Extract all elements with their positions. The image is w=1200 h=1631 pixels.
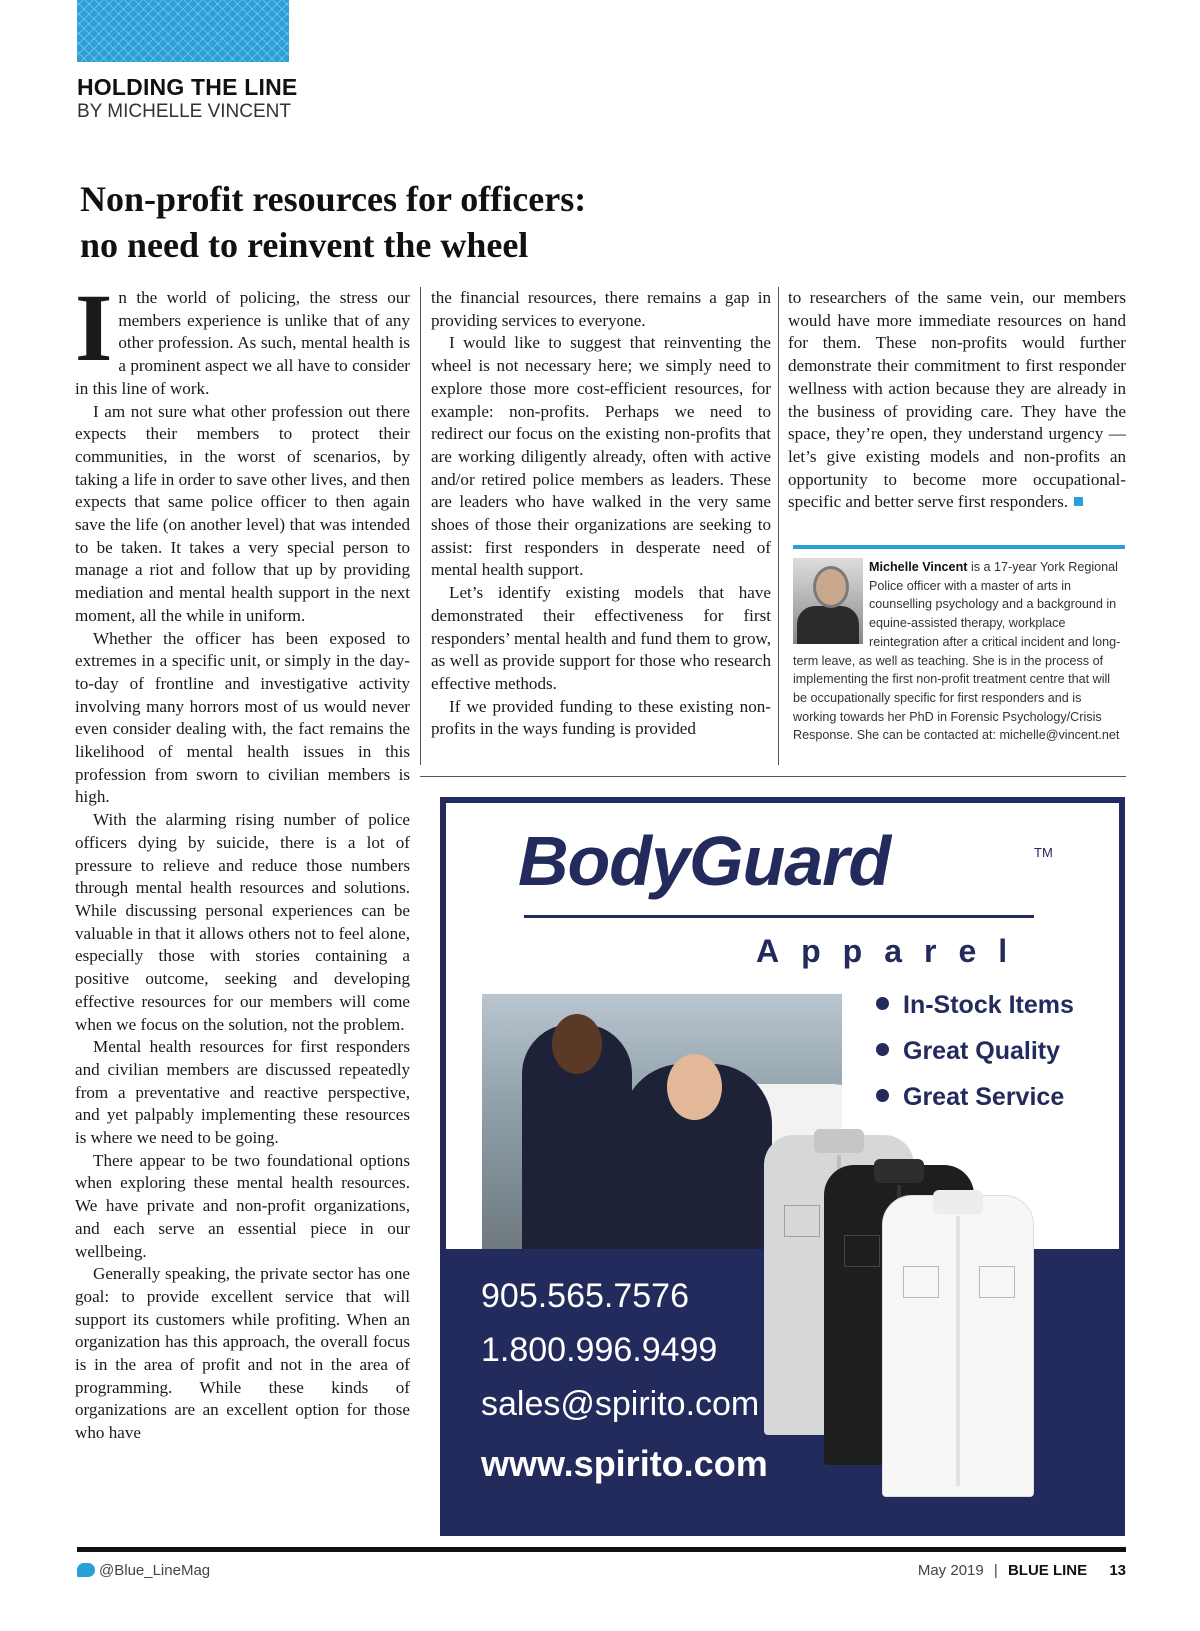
end-mark-icon (1074, 497, 1083, 506)
footer-rule (77, 1547, 1126, 1552)
paragraph: Let’s identify existing models that have demonstrated their effectiveness for first responders’ mental health and fund them to grow, as well as provide support for those who research effective methods. (431, 583, 771, 693)
bullet-icon (876, 1043, 889, 1056)
ad-feature-list (876, 991, 1074, 1129)
magazine-name: BLUE LINE (1007, 1562, 1088, 1579)
author-bio (793, 558, 1127, 745)
bodyguard-advertisement[interactable] (440, 797, 1125, 1536)
email-link[interactable]: sales@spirito.com (481, 1385, 760, 1423)
ad-brand-logo: BodyGuard (518, 822, 891, 900)
column-divider (420, 287, 421, 765)
paragraph: the financial resources, there remains a gap in providing services to everyone. (431, 288, 771, 330)
paragraph: to researchers of the same vein, our members would have more immediate resources on hand for them. These non-profits would further demonstrate their commitment to first responder wellness with action because they are already in the business of providing care. They have the space, they’re open, they understand urgency — let’s give existing models and non-profits an opportunity to become more occupational-specific and better serve first responders. (788, 288, 1126, 512)
white-shirt-image (882, 1195, 1034, 1497)
article-column-1 (75, 274, 410, 1445)
paragraph: With the alarming rising number of police officers dying by suicide, there is a lot of pressure to relieve and reduce those numbers through mental health resources and solutions. While discussing personal experiences can be valuable in that it allows others not to feel alone, especially those with stories containing a positive outcome, seeking and developing effective resources for our members will come when we focus on the solution, not the problem. (75, 810, 410, 1034)
section-title: HOLDING THE LINE (77, 74, 298, 100)
article-headline (80, 176, 840, 268)
author-bio-text: is a 17-year York Regional Police officer with a master of arts in counselling psychology and a background in equine-assisted therapy, workplace reintegration after a critical incident and long-term leave, as well as teaching. She is in the process of implementing the first non-profit treatment centre that will be occupationally specific for first responders and is working towards her PhD in Forensic Psychology/Crisis Response. She can be contacted at: michelle@vincent.net (793, 560, 1121, 743)
twitter-icon (77, 1563, 95, 1577)
website-link[interactable]: www.spirito.com (481, 1443, 768, 1484)
toll-free-number[interactable]: 1.800.996.9499 (481, 1331, 718, 1369)
page-number: 13 (1109, 1562, 1126, 1579)
phone-number[interactable]: 905.565.7576 (481, 1277, 689, 1315)
article-column-3 (788, 287, 1126, 514)
paragraph: Whether the officer has been exposed to extremes in a specific unit, or simply in the day-to-day of frontline and investigative activity involving many horrors most of us would never even consider dealing with, the fact remains the likelihood of mental health issues in this profession from sworn to civilian members is high. (75, 628, 410, 807)
folio-separator: | (993, 1562, 998, 1579)
article-column-2 (431, 287, 771, 741)
footer-folio (918, 1562, 1126, 1579)
ad-divider (420, 776, 1126, 777)
twitter-handle[interactable]: @Blue_LineMag (99, 1562, 211, 1579)
section-color-block (77, 0, 289, 62)
bullet-icon (876, 997, 889, 1010)
bullet-icon (876, 1089, 889, 1102)
ad-subtitle: Apparel (756, 933, 1030, 969)
headline-line-1: Non-profit resources for officers: (80, 179, 587, 219)
author-name: Michelle Vincent (869, 560, 968, 574)
feature-item: Great Quality (876, 1037, 1074, 1066)
footer-twitter[interactable] (77, 1562, 210, 1579)
bio-divider (793, 545, 1125, 549)
paragraph: I would like to suggest that reinventing the wheel is not necessary here; we simply need to explore those more cost-efficient resources, for example: non-profits. Perhaps we need to redirect our focus on the existing non-profits that are working diligently already, often with active and/or retired police members as leaders. These are leaders who have walked in the very same shoes of those their organizations are seeking to assist: first responders in desperate need of mental health support. (431, 333, 771, 580)
paragraph: If we provided funding to these existing non-profits in the ways funding is provided (431, 696, 771, 739)
brand-underline (524, 915, 1034, 918)
headline-line-2: no need to reinvent the wheel (80, 225, 529, 265)
feature-item: Great Service (876, 1083, 1074, 1112)
paragraph: There appear to be two foundational options when exploring these mental health resources. We have private and non-profit organizations, and each serve an essential piece in our wellbeing. (75, 1150, 410, 1261)
feature-item: In-Stock Items (876, 991, 1074, 1020)
paragraph: Mental health resources for first responders and civilian members are discussed repeatedly from a preventative and reactive perspective, and yet palpably implementing these resources is where we need to be going. (75, 1037, 410, 1148)
byline: BY MICHELLE VINCENT (77, 101, 291, 122)
paragraph: I am not sure what other profession out there expects their members to protect their communities, in the worst of scenarios, by taking a life in order to save other lives, and then expects that same police officer to then again save the life (on another level) that was intended to be taken. It takes a very special person to manage a riot and follow that up by providing mediation and mental health support in the next moment, all the while in uniform. (75, 401, 410, 625)
trademark-mark: TM (1034, 845, 1053, 860)
drop-cap: I (75, 274, 113, 381)
author-photo (793, 558, 863, 644)
column-divider (778, 287, 779, 765)
paragraph: Generally speaking, the private sector has one goal: to provide excellent service that will support its customers while profiting. When an organization has this approach, the overall focus is in the area of profit and not in the area of programming. While these kinds of organizations are an excellent option for those who have (75, 1264, 410, 1443)
issue-date: May 2019 (917, 1562, 984, 1579)
paragraph: In the world of policing, the stress our members experience is unlike that of any other profession. As such, mental health is a prominent aspect we all have to consider in this line of work. (75, 274, 410, 398)
